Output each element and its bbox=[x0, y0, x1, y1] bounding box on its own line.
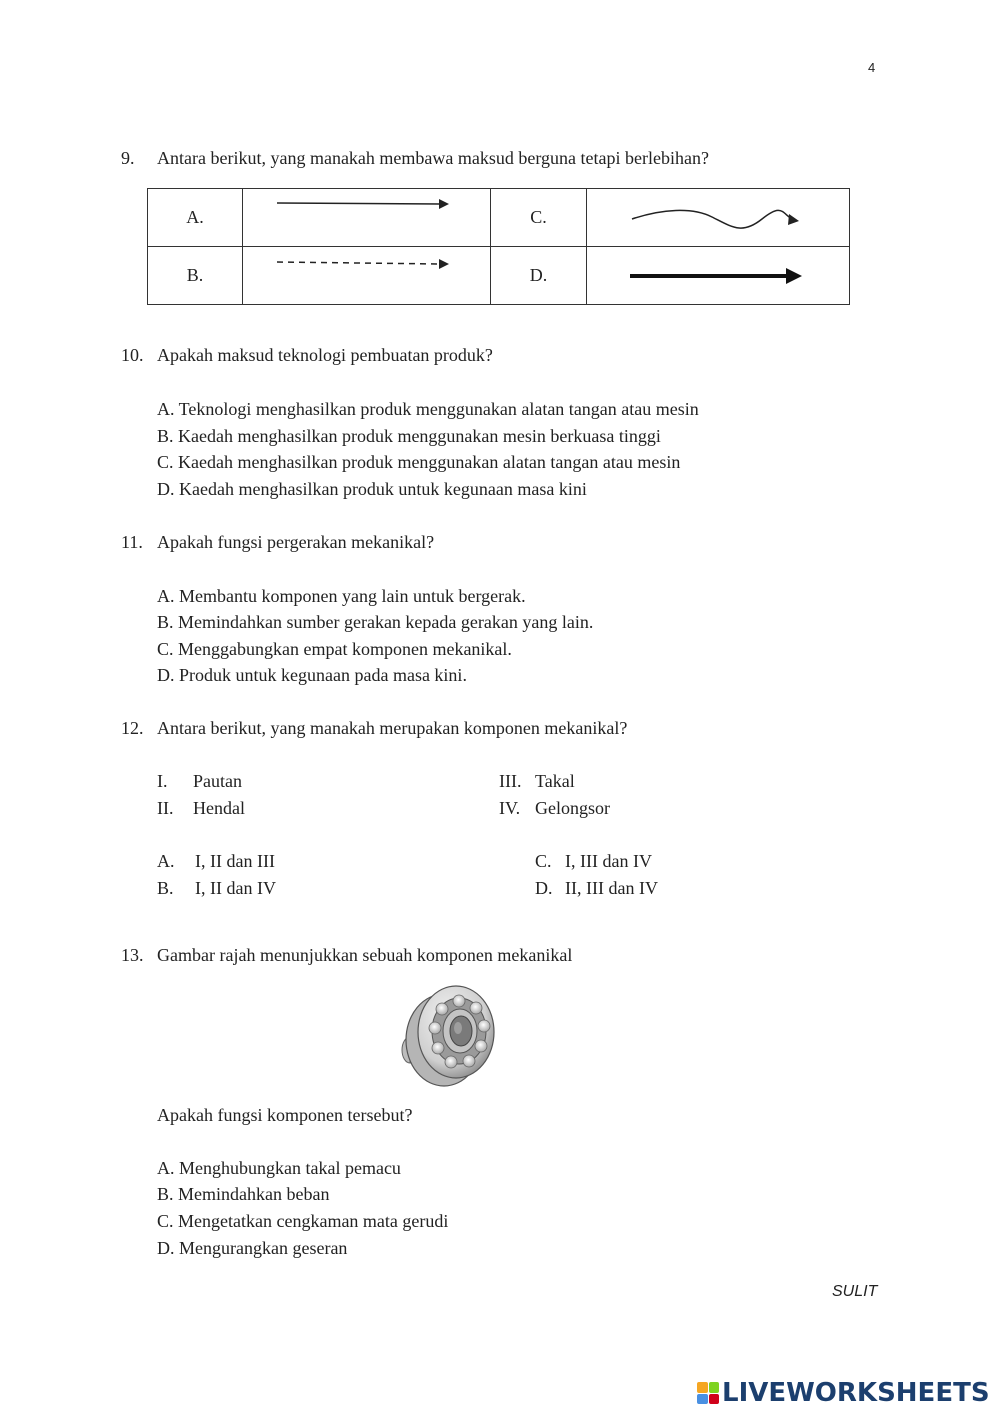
choice-text: I, III dan IV bbox=[565, 851, 652, 871]
choice-text: I, II dan III bbox=[195, 851, 275, 871]
question-number: 9. bbox=[121, 148, 135, 168]
q12-item-2 bbox=[157, 798, 245, 819]
question-number: 10. bbox=[121, 345, 144, 365]
option-label[interactable]: C. bbox=[491, 189, 587, 247]
choice-text: I, II dan IV bbox=[195, 878, 276, 898]
ball-bearing-icon bbox=[396, 978, 506, 1090]
roman-numeral: II. bbox=[157, 798, 174, 818]
question-text: Antara berikut, yang manakah merupakan komponen mekanikal? bbox=[157, 718, 628, 738]
brand-text: LIVEWORKSHEETS bbox=[722, 1378, 990, 1408]
q13-option-a[interactable]: A. Menghubungkan takal pemacu bbox=[157, 1158, 401, 1178]
question-11 bbox=[121, 532, 434, 553]
q11-option-c[interactable]: C. Menggabungkan empat komponen mekanikal. bbox=[157, 639, 512, 659]
option-label[interactable]: B. bbox=[148, 247, 243, 305]
item-text: Hendal bbox=[193, 798, 245, 818]
thick-solid-arrow-icon bbox=[587, 247, 850, 304]
question-text: Apakah fungsi pergerakan mekanikal? bbox=[157, 532, 435, 552]
q12-item-3 bbox=[499, 771, 575, 792]
choice-label: D. bbox=[535, 878, 553, 898]
liveworksheets-logo-icon bbox=[697, 1382, 719, 1404]
q10-option-a[interactable]: A. Teknologi menghasilkan produk menggunakan alatan tangan atau mesin bbox=[157, 399, 699, 419]
item-text: Takal bbox=[535, 771, 575, 791]
question-number: 13. bbox=[121, 945, 144, 965]
question-9 bbox=[121, 148, 709, 169]
q10-option-b[interactable]: B. Kaedah menghasilkan produk menggunakan mesin berkuasa tinggi bbox=[157, 426, 661, 446]
roman-numeral: I. bbox=[157, 771, 168, 791]
question-text: Antara berikut, yang manakah membawa maksud berguna tetapi berlebihan? bbox=[157, 148, 709, 168]
item-text: Gelongsor bbox=[535, 798, 610, 818]
roman-numeral: IV. bbox=[499, 798, 521, 818]
q12-item-4 bbox=[499, 798, 610, 819]
q12-choice-c[interactable] bbox=[535, 851, 652, 872]
option-label[interactable]: D. bbox=[491, 247, 587, 305]
option-b-figure[interactable] bbox=[243, 247, 491, 305]
option-d-figure[interactable] bbox=[587, 247, 850, 305]
question-10 bbox=[121, 345, 493, 366]
question-text: Gambar rajah menunjukkan sebuah komponen mekanikal bbox=[157, 945, 573, 965]
option-c-figure[interactable] bbox=[587, 189, 850, 247]
dashed-arrow-icon bbox=[243, 247, 491, 304]
choice-label: C. bbox=[535, 851, 552, 871]
choice-label: B. bbox=[157, 878, 174, 898]
q12-choice-b[interactable] bbox=[157, 878, 276, 899]
question-number: 12. bbox=[121, 718, 144, 738]
q12-choice-a[interactable] bbox=[157, 851, 275, 872]
sulit-label: SULIT bbox=[832, 1283, 878, 1300]
roman-numeral: III. bbox=[499, 771, 522, 791]
option-label[interactable]: A. bbox=[148, 189, 243, 247]
q12-choice-d[interactable] bbox=[535, 878, 658, 899]
q10-option-d[interactable]: D. Kaedah menghasilkan produk untuk kegunaan masa kini bbox=[157, 479, 587, 499]
q10-option-c[interactable]: C. Kaedah menghasilkan produk menggunakan alatan tangan atau mesin bbox=[157, 452, 681, 472]
q11-option-a[interactable]: A. Membantu komponen yang lain untuk bergerak. bbox=[157, 586, 526, 606]
thin-solid-arrow-icon bbox=[243, 189, 491, 246]
choice-label: A. bbox=[157, 851, 175, 871]
q13-option-b[interactable]: B. Memindahkan beban bbox=[157, 1184, 330, 1204]
q11-option-d[interactable]: D. Produk untuk kegunaan pada masa kini. bbox=[157, 665, 467, 685]
question-13 bbox=[121, 945, 572, 966]
q11-option-b[interactable]: B. Memindahkan sumber gerakan kepada gerakan yang lain. bbox=[157, 612, 594, 632]
q13-subquestion: Apakah fungsi komponen tersebut? bbox=[157, 1105, 413, 1125]
page-number: 4 bbox=[868, 60, 876, 75]
question-12 bbox=[121, 718, 627, 739]
q13-option-d[interactable]: D. Mengurangkan geseran bbox=[157, 1238, 348, 1258]
option-a-figure[interactable] bbox=[243, 189, 491, 247]
item-text: Pautan bbox=[193, 771, 242, 791]
question-text: Apakah maksud teknologi pembuatan produk? bbox=[157, 345, 493, 365]
q13-option-c[interactable]: C. Mengetatkan cengkaman mata gerudi bbox=[157, 1211, 449, 1231]
choice-text: II, III dan IV bbox=[565, 878, 658, 898]
liveworksheets-brand[interactable] bbox=[697, 1378, 990, 1408]
q12-item-1 bbox=[157, 771, 242, 792]
question-number: 11. bbox=[121, 532, 143, 552]
wavy-arrow-icon bbox=[587, 189, 850, 246]
q9-options-table bbox=[147, 188, 850, 305]
